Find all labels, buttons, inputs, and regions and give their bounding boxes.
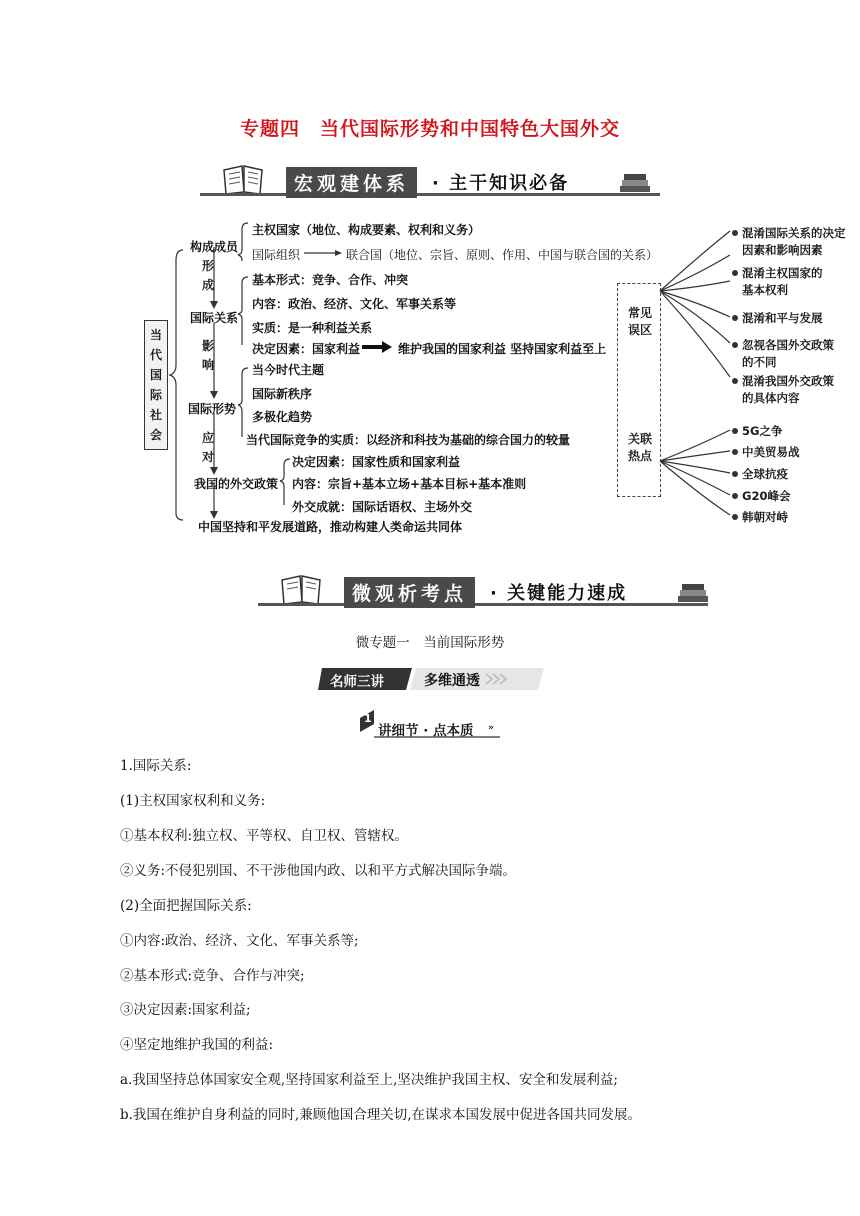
- body-line: b.我国在维护自身利益的同时,兼顾他国合理关切,在谋求本国发展中促进各国共同发展。: [120, 1107, 642, 1123]
- connector-form: 形 成: [201, 259, 214, 292]
- books-stack-icon: [618, 172, 652, 194]
- book-icon: [222, 164, 266, 196]
- node-sit-multi: 多极化趋势: [252, 410, 313, 424]
- banner-macro: [200, 162, 660, 202]
- node-rel-content: 内容：政治、经济、文化、军事关系等: [252, 297, 457, 311]
- label-common-errors: 常见 误区: [627, 306, 652, 337]
- node-dip-decide: 决定因素：国家性质和国家利益: [292, 455, 461, 469]
- pill-left-label: 名师三讲: [330, 674, 384, 690]
- node-sit-theme: 当今时代主题: [252, 363, 325, 377]
- label-hot-topics: 关联 热点: [627, 432, 652, 463]
- node-intl-org: 国际组织: [252, 248, 301, 262]
- banner-micro-title: 微观析考点: [344, 577, 475, 608]
- node-dip-achieve: 外交成就：国际话语权、主场外交: [292, 500, 473, 514]
- body-line: ①基本权利:独立权、平等权、自卫权、管辖权。: [120, 828, 409, 844]
- body-line: ④坚定地维护我国的利益:: [120, 1037, 274, 1053]
- banner-macro-subtitle: · 主干知识必备: [432, 173, 570, 194]
- books-stack-icon: [676, 582, 710, 604]
- body-line: (2)全面把握国际关系:: [120, 898, 252, 914]
- book-icon: [280, 574, 324, 606]
- map-node-situation: 国际形势: [188, 402, 237, 416]
- node-un: 联合国（地位、宗旨、原则、作用、中国与联合国的关系）: [346, 248, 659, 262]
- body-line: ③决定因素:国家利益;: [120, 1002, 251, 1018]
- body-line: a.我国坚持总体国家安全观,坚持国家利益至上,坚决维护我国主权、安全和发展利益;: [120, 1072, 618, 1088]
- knowledge-map: 当 代 国 际 社 会 构成成员 国际关系 国际形势 我国的外交政策 中国坚持和平发展道路，推动构建人类命运共同体 形 成 影 响 应 对 主权国家（地位、构成要素、权利和义务） 国际组织 联合国（地位、宗旨、原则、作用、中国与联合国的关系） 基本形式：竞争、合作、冲突 内容：政治、经济、文化、军事关系等 实质：是一种利益关系 决定因素：国家利益 维护我国的国家利益 坚持国家利益至上 当今时代主题 国际新秩序 多极化趋势 当代国际竞争的实质：以经济和科技为基础的综合国力的较量 决定因素：国家性质和国家利益 内容：宗旨+基本立场+基本目标+基本准则 外交成就：国际话语权、主场外交 常见 误区 关联 热点 混淆国际关系的决定 因素和影响因素 混淆主权国家的 基本权利 混淆和平与发展 忽视各国外交政策 的不同 混淆我国外交政策 的具体内容 5G之争 中美贸易战 全球抗疫 G20峰会 韩朝对峙: [0, 215, 860, 535]
- map-node-diplomacy: 我国的外交政策: [194, 477, 279, 491]
- node-dip-content: 内容：宗旨+基本立场+基本目标+基本准则: [292, 477, 527, 491]
- section-badge: [360, 710, 510, 738]
- body-line: (1)主权国家权利和义务:: [120, 793, 266, 809]
- node-sovereign-state: 主权国家（地位、构成要素、权利和义务）: [252, 223, 481, 237]
- lecture-pill: [318, 668, 544, 690]
- node-sit-order: 国际新秩序: [252, 387, 313, 401]
- node-rel-essence: 实质：是一种利益关系: [252, 321, 373, 335]
- page-title: 专题四 当代国际形势和中国特色大国外交: [239, 118, 620, 140]
- node-sit-competition: 当代国际竞争的实质：以经济和科技为基础的综合国力的较量: [246, 433, 571, 447]
- body-line: ①内容:政治、经济、文化、军事关系等;: [120, 933, 359, 949]
- banner-macro-title: 宏观建体系: [286, 167, 417, 198]
- section-badge-arrows: »: [488, 723, 494, 733]
- section-badge-number: 1: [364, 712, 372, 725]
- node-rel-form: 基本形式：竞争、合作、冲突: [252, 273, 409, 287]
- node-rel-decide: 决定因素：国家利益: [252, 342, 361, 356]
- micro-topic-title: 微专题一 当前国际形势: [355, 635, 505, 651]
- body-line: ②义务:不侵犯别国、不干涉他国内政、以和平方式解决国际争端。: [120, 863, 517, 879]
- map-root: 当 代 国 际 社 会: [144, 320, 168, 450]
- pill-right-label: 多维通透: [424, 673, 480, 689]
- section-badge-text: 讲细节 · 点本质: [378, 723, 474, 739]
- body-line: ②基本形式:竞争、合作与冲突;: [120, 968, 305, 984]
- connector-respond: 应 对: [201, 431, 214, 464]
- banner-micro-subtitle: · 关键能力速成: [490, 583, 628, 604]
- map-node-final: 中国坚持和平发展道路，推动构建人类命运共同体: [198, 520, 463, 534]
- banner-micro: [258, 572, 718, 612]
- node-rel-decide-result: 维护我国的国家利益 坚持国家利益至上: [398, 342, 607, 356]
- map-node-relations: 国际关系: [190, 311, 239, 325]
- map-node-members: 构成成员: [190, 240, 239, 254]
- connector-affect: 影 响: [201, 339, 214, 372]
- body-line: 1.国际关系:: [120, 758, 192, 774]
